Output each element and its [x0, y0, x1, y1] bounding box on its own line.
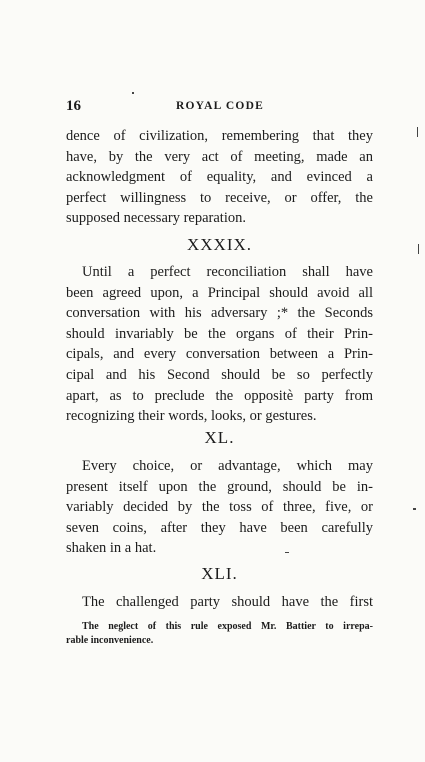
text-line: cipal and his Second should be so perfectly — [66, 366, 373, 383]
footnote-line: rable inconvenience. — [66, 635, 154, 646]
section-heading-40: XL. — [204, 428, 235, 447]
text-line: present itself upon the ground, should be in- — [66, 478, 373, 495]
text-line: have, by the very act of meeting, made an — [66, 148, 373, 165]
text-line: been agreed upon, a Principal should avoid all — [66, 284, 373, 301]
text-line — [66, 262, 373, 283]
footnote-line — [66, 620, 373, 634]
section-heading-41: XLI. — [201, 564, 238, 583]
text-line: apart, as to preclude the oppositè party from — [66, 387, 373, 404]
section-41-paragraph — [66, 592, 373, 613]
section-40-paragraph — [66, 456, 373, 559]
section-heading-39: XXXIX. — [186, 235, 253, 254]
text-line — [66, 456, 373, 477]
text-line: seven coins, after they have been carefully — [66, 519, 373, 536]
print-speck — [418, 244, 419, 254]
text-line — [66, 592, 373, 613]
text-line: should invariably be the organs of their Prin- — [66, 325, 373, 342]
text-line-content: Until a perfect reconciliation shall have — [82, 264, 373, 280]
text-line: acknowledgment of equality, and evinced a — [66, 169, 373, 186]
print-speck — [417, 127, 418, 137]
print-speck — [413, 508, 416, 510]
paragraph-continued — [66, 126, 373, 229]
text-line-content: Every choice, or advantage, which may — [82, 458, 373, 474]
running-title: ROYAL CODE — [176, 100, 264, 112]
footnote — [66, 620, 373, 648]
footnote-line-content: The neglect of this rule exposed Mr. Battier to irrepa- — [82, 621, 373, 632]
page-header — [66, 98, 373, 118]
text-line: cipals, and every conversation between a Prin- — [66, 346, 373, 363]
text-line: supposed necessary reparation. — [66, 210, 246, 227]
text-line: recognizing their words, looks, or gestures. — [66, 408, 317, 425]
text-line: dence of civilization, remembering that they — [66, 128, 373, 144]
text-line: conversation with his adversary ;* the Seconds — [66, 305, 373, 322]
text-line-content: The challenged party should have the first — [82, 594, 373, 610]
page-number: 16 — [66, 98, 81, 114]
print-speck — [132, 92, 134, 94]
text-line: shaken in a hat. — [66, 540, 157, 557]
section-39-paragraph — [66, 262, 373, 427]
text-line: perfect willingness to receive, or offer, the — [66, 189, 373, 206]
text-line: variably decided by the toss of three, five, or — [66, 499, 373, 516]
